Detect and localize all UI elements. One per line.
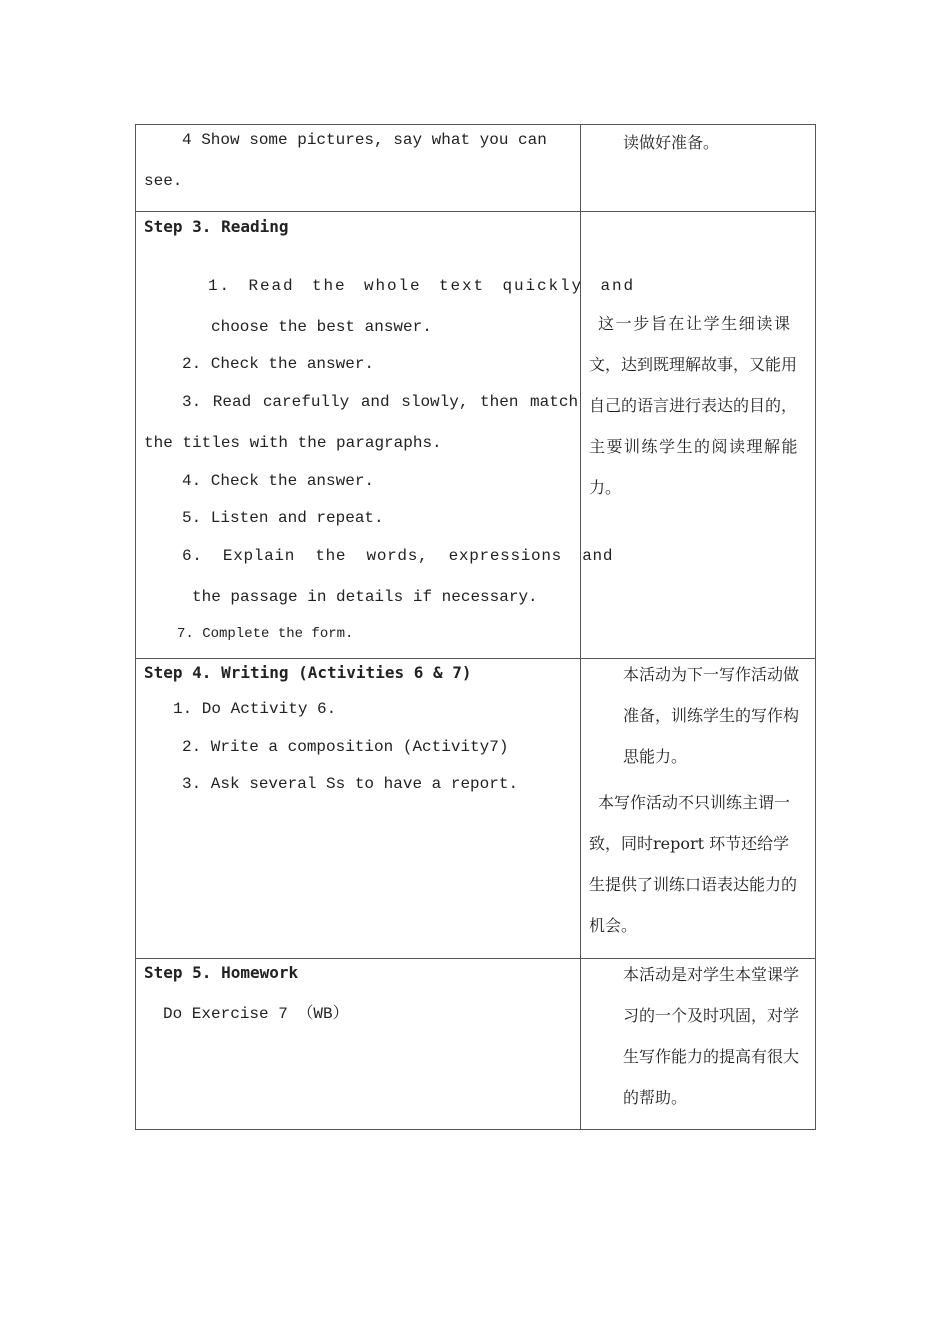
step-line: 3. Read carefully and slowly, then match bbox=[182, 393, 579, 411]
teaching-note: 机会。 bbox=[589, 916, 638, 935]
table-row bbox=[136, 211, 815, 659]
step-line: 3. Ask several Ss to have a report. bbox=[182, 775, 519, 793]
teaching-note: 准备，训练学生的写作构 bbox=[623, 706, 800, 725]
teaching-note: 力。 bbox=[589, 478, 622, 497]
step-line: the titles with the paragraphs. bbox=[144, 434, 442, 452]
step-line: choose the best answer. bbox=[211, 318, 432, 336]
table-row bbox=[136, 125, 815, 211]
step-line: 2. Write a composition (Activity7) bbox=[182, 738, 509, 756]
step-line: 6. Explain the words, expressions and bbox=[182, 547, 614, 565]
teaching-note: 习的一个及时巩固，对学 bbox=[623, 1006, 800, 1025]
step-line: Do Exercise 7 （WB） bbox=[163, 1005, 349, 1023]
teaching-note: 思能力。 bbox=[623, 747, 688, 766]
teaching-note: 本活动是对学生本堂课学 bbox=[623, 965, 800, 984]
teaching-note: 本写作活动不只训练主谓一 bbox=[598, 793, 791, 812]
teaching-note: 主要训练学生的阅读理解能 bbox=[589, 437, 800, 456]
teaching-note: 自己的语言进行表达的目的， bbox=[589, 396, 798, 415]
step-line: 2. Check the answer. bbox=[182, 355, 375, 373]
step-line: the passage in details if necessary. bbox=[192, 588, 538, 606]
teaching-note: 致，同时report 环节还给学 bbox=[589, 834, 790, 853]
step-line: 7. Complete the form. bbox=[177, 626, 354, 642]
teaching-note: 这一步旨在让学生细读课 bbox=[598, 314, 792, 333]
step-line bbox=[144, 131, 572, 149]
step-line: 1. Do Activity 6. bbox=[173, 700, 337, 718]
step-heading: Step 3. Reading bbox=[144, 217, 289, 236]
step-line: see. bbox=[144, 172, 183, 190]
table-row bbox=[136, 658, 815, 959]
column-divider bbox=[580, 125, 581, 1129]
step-line: 1. Read the whole text quickly and bbox=[208, 277, 636, 295]
lesson-plan-table bbox=[135, 124, 816, 1130]
teaching-note: 的帮助。 bbox=[623, 1088, 688, 1107]
step-line: 5. Listen and repeat. bbox=[182, 509, 384, 527]
step-heading: Step 4. Writing (Activities 6 & 7) bbox=[144, 663, 472, 682]
teaching-note: 文，达到既理解故事，又能用 bbox=[589, 355, 798, 374]
teaching-note: 生写作能力的提高有很大 bbox=[623, 1047, 800, 1066]
step-line: 4 Show some pictures, say what you can bbox=[182, 131, 547, 149]
teaching-note: 生提供了训练口语表达能力的 bbox=[589, 875, 798, 894]
teaching-note: 本活动为下一写作活动做 bbox=[623, 665, 800, 684]
teaching-note: 读做好准备。 bbox=[623, 133, 720, 152]
step-line: 4. Check the answer. bbox=[182, 472, 375, 490]
step-heading: Step 5. Homework bbox=[144, 963, 299, 982]
table-row bbox=[136, 958, 815, 1130]
